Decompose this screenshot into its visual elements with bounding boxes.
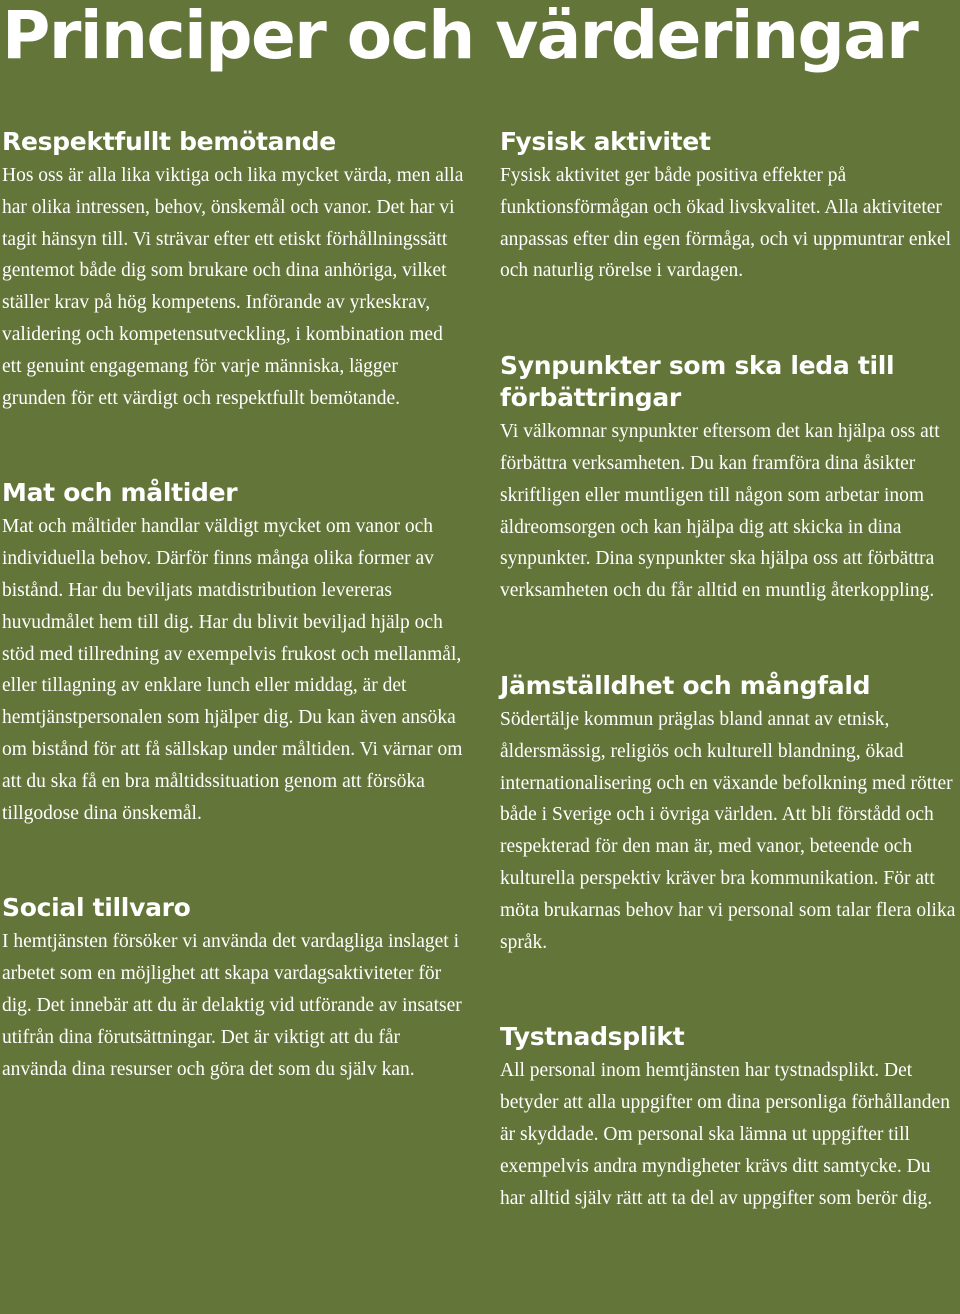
section-heading: Tystnadsplikt	[500, 1022, 685, 1052]
section-heading: Respektfullt bemötande	[2, 127, 336, 156]
section-body: Vi välkomnar synpunkter eftersom det kan hjälpa oss att förbättra verksamheten. Du kan framföra dina åsikter skriftligen eller muntligen till någon som arbetar inom äldreomsorgen och kan hjälpa dig att skicka in dina synpunkter. Dina synpunkter ska hjälpa oss att förbättra verksamheten och du får alltid en muntlig återkoppling.	[500, 421, 940, 602]
section-fysisk-aktivitet	[500, 126, 958, 287]
section-body: Mat och måltider handlar väldigt mycket om vanor och individuella behov. Därför finns många olika former av bistånd. Har du beviljats matdistribution levereras huvudmålet hem till dig. Har du blivit beviljad hjälp och stöd med tillredning av exempelvis frukost och mellanmål, eller tillagning av enklare lunch eller middag, är det hemtjänstpersonalen som hjälper dig. Du kan även ansöka om bistånd för att få sällskap under måltiden. Vi värnar om att du ska få en bra måltidssituation genom att försöka tillgodose dina önskemål.	[2, 516, 463, 824]
section-tystnadsplikt	[500, 1021, 958, 1214]
section-social-tillvaro	[2, 892, 464, 1085]
section-synpunkter	[500, 350, 958, 607]
section-heading: Synpunkter som ska leda till förbättringar	[500, 351, 895, 413]
section-respektfullt-bemotande	[2, 126, 464, 414]
section-body: All personal inom hemtjänsten har tystnadsplikt. Det betyder att alla uppgifter om dina personliga förhållanden är skyddade. Om personal ska lämna ut uppgifter till exempelvis andra myndigheter krävs ditt samtycke. Du har alltid själv rätt att ta del av uppgifter som berör dig.	[500, 1060, 950, 1209]
section-heading: Fysisk aktivitet	[500, 127, 711, 156]
right-column	[500, 126, 958, 1214]
section-body: Hos oss är alla lika viktiga och lika mycket värda, men alla har olika intressen, behov, önskemål och vanor. Det har vi tagit hänsyn till. Vi strävar efter ett etiskt förhållningssätt gentemot både dig som brukare och dina anhöriga, vilket ställer krav på hög kompetens. Införande av yrkeskrav, validering och kompetensutveckling, i kombination med ett genuint engagemang för varje människa, lägger grunden för ett värdigt och respektfullt bemötande.	[2, 165, 464, 409]
section-body: I hemtjänsten försöker vi använda det vardagliga inslaget i arbetet som en möjlighet att skapa vardagsaktiviteter för dig. Det innebär att du är delaktig vid utförande av insatser utifrån dina förutsättningar. Det är viktigt att du får använda dina resurser och göra det som du själv kan.	[2, 931, 462, 1080]
section-body: Södertälje kommun präglas bland annat av etnisk, åldersmässig, religiös och kulturell blandning, ökad internationalisering och en växande befolkning med rötter både i Sverige och i övriga världen. Att bli förstådd och respekterad för den man är, med vanor, beteende och kulturella perspektiv kräver bra kommunikation. För att möta brukarnas behov har vi personal som talar flera olika språk.	[500, 708, 956, 953]
section-jamstalldhet-och-mangfald	[500, 670, 958, 958]
left-column	[2, 126, 464, 1085]
section-heading: Social tillvaro	[2, 893, 191, 923]
page-title: Principer och värderingar	[2, 0, 918, 74]
section-body: Fysisk aktivitet ger både positiva effekter på funktionsförmågan och ökad livskvalitet. Alla aktiviteter anpassas efter din egen förmåga, och vi uppmuntrar enkel och naturlig rörelse i vardagen.	[500, 165, 952, 282]
section-heading: Jämställdhet och mångfald	[500, 670, 871, 700]
section-mat-och-maltider	[2, 477, 464, 829]
section-heading: Mat och måltider	[2, 478, 238, 508]
